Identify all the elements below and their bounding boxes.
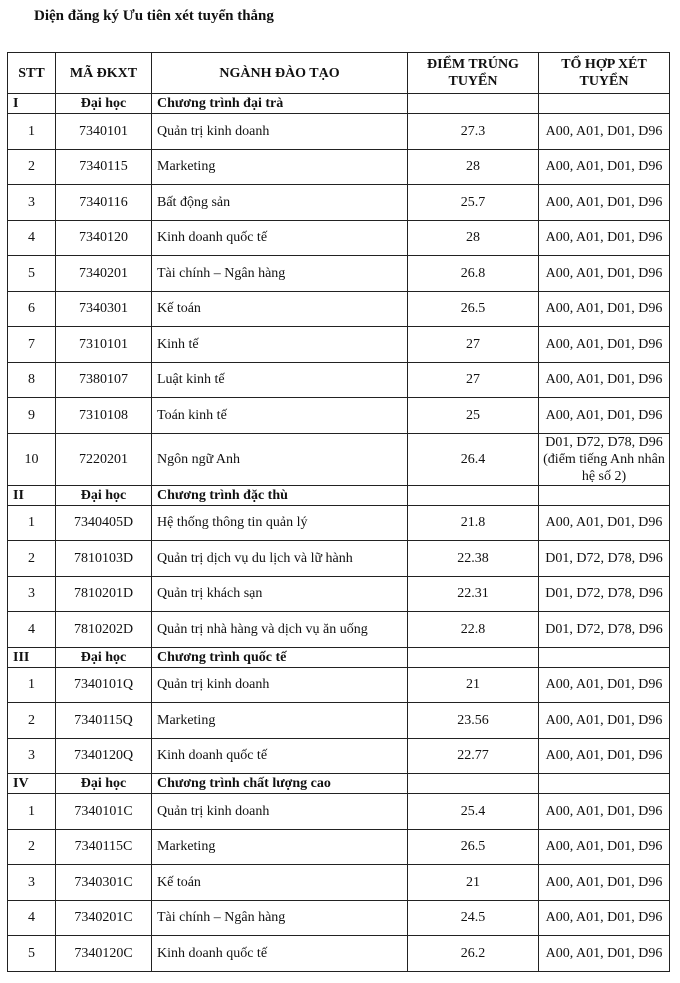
table-row: [8, 936, 670, 972]
row-combo: A00, A01, D01, D96: [539, 327, 670, 363]
row-score: 25.4: [408, 794, 539, 830]
row-code: 7340405D: [56, 505, 152, 541]
row-stt: 6: [8, 291, 56, 327]
table-row: [8, 398, 670, 434]
header-row: [8, 53, 670, 94]
section-empty-combo: [539, 485, 670, 505]
table-row: [8, 576, 670, 612]
row-combo: A00, A01, D01, D96: [539, 291, 670, 327]
row-major: Marketing: [152, 829, 408, 865]
row-code: 7340115C: [56, 829, 152, 865]
header-stt: STT: [8, 53, 56, 94]
row-stt: 2: [8, 703, 56, 739]
row-score: 27: [408, 327, 539, 363]
row-score: 26.2: [408, 936, 539, 972]
row-stt: 10: [8, 433, 56, 485]
row-major: Kinh doanh quốc tế: [152, 936, 408, 972]
table-row: [8, 738, 670, 774]
row-score: 24.5: [408, 900, 539, 936]
header-code: MÃ ĐKXT: [56, 53, 152, 94]
section-empty-score: [408, 774, 539, 794]
header-major: NGÀNH ĐÀO TẠO: [152, 53, 408, 94]
page-title: Diện đăng ký Ưu tiên xét tuyển thẳng: [34, 8, 274, 24]
row-combo: A00, A01, D01, D96: [539, 667, 670, 703]
section-row: [8, 485, 670, 505]
row-stt: 3: [8, 576, 56, 612]
row-major: Tài chính – Ngân hàng: [152, 256, 408, 292]
row-score: 21: [408, 865, 539, 901]
row-score: 28: [408, 149, 539, 185]
table-row: [8, 667, 670, 703]
section-row: [8, 774, 670, 794]
row-combo: A00, A01, D01, D96: [539, 900, 670, 936]
row-major: Kinh doanh quốc tế: [152, 220, 408, 256]
row-stt: 1: [8, 794, 56, 830]
table-row: [8, 327, 670, 363]
row-combo: A00, A01, D01, D96: [539, 505, 670, 541]
row-combo: A00, A01, D01, D96: [539, 149, 670, 185]
row-score: 22.77: [408, 738, 539, 774]
row-major: Quản trị khách sạn: [152, 576, 408, 612]
row-major: Kế toán: [152, 291, 408, 327]
section-level: Đại học: [56, 647, 152, 667]
section-empty-combo: [539, 774, 670, 794]
row-stt: 3: [8, 738, 56, 774]
section-empty-score: [408, 94, 539, 114]
row-code: 7810202D: [56, 612, 152, 648]
header-score: ĐIỂM TRÚNG TUYỂN: [408, 53, 539, 94]
section-row: [8, 647, 670, 667]
row-major: Quản trị kinh doanh: [152, 114, 408, 150]
table-body: [8, 94, 670, 972]
row-combo: A00, A01, D01, D96: [539, 398, 670, 434]
table-row: [8, 612, 670, 648]
row-code: 7310108: [56, 398, 152, 434]
section-level: Đại học: [56, 485, 152, 505]
row-code: 7220201: [56, 433, 152, 485]
table-row: [8, 362, 670, 398]
row-combo: D01, D72, D78, D96: [539, 612, 670, 648]
row-code: 7340101Q: [56, 667, 152, 703]
row-combo: A00, A01, D01, D96: [539, 829, 670, 865]
row-code: 7340201C: [56, 900, 152, 936]
table-row: [8, 291, 670, 327]
row-code: 7340101: [56, 114, 152, 150]
row-code: 7810201D: [56, 576, 152, 612]
row-major: Bất động sản: [152, 185, 408, 221]
row-code: 7340120Q: [56, 738, 152, 774]
section-number: IV: [8, 774, 56, 794]
header-combo: TỔ HỢP XÉT TUYỂN: [539, 53, 670, 94]
row-score: 23.56: [408, 703, 539, 739]
row-code: 7340120C: [56, 936, 152, 972]
table-row: [8, 114, 670, 150]
row-combo: A00, A01, D01, D96: [539, 936, 670, 972]
row-major: Tài chính – Ngân hàng: [152, 900, 408, 936]
row-major: Kinh tế: [152, 327, 408, 363]
row-major: Toán kinh tế: [152, 398, 408, 434]
row-combo: A00, A01, D01, D96: [539, 220, 670, 256]
table-row: [8, 900, 670, 936]
row-code: 7340301C: [56, 865, 152, 901]
section-empty-combo: [539, 94, 670, 114]
section-program: Chương trình chất lượng cao: [152, 774, 408, 794]
table-row: [8, 794, 670, 830]
section-empty-score: [408, 647, 539, 667]
row-stt: 4: [8, 900, 56, 936]
section-row: [8, 94, 670, 114]
row-stt: 8: [8, 362, 56, 398]
row-major: Kinh doanh quốc tế: [152, 738, 408, 774]
row-stt: 2: [8, 829, 56, 865]
row-score: 22.38: [408, 541, 539, 577]
section-number: II: [8, 485, 56, 505]
row-score: 21.8: [408, 505, 539, 541]
table-row: [8, 433, 670, 485]
row-code: 7340116: [56, 185, 152, 221]
section-number: III: [8, 647, 56, 667]
row-combo: A00, A01, D01, D96: [539, 865, 670, 901]
row-score: 27: [408, 362, 539, 398]
row-major: Quản trị nhà hàng và dịch vụ ăn uống: [152, 612, 408, 648]
table-row: [8, 256, 670, 292]
section-level: Đại học: [56, 94, 152, 114]
row-combo: A00, A01, D01, D96: [539, 362, 670, 398]
row-major: Hệ thống thông tin quản lý: [152, 505, 408, 541]
row-major: Marketing: [152, 149, 408, 185]
row-combo: A00, A01, D01, D96: [539, 738, 670, 774]
row-stt: 2: [8, 541, 56, 577]
row-code: 7340120: [56, 220, 152, 256]
row-code: 7340115: [56, 149, 152, 185]
admission-table: [7, 52, 670, 972]
row-score: 27.3: [408, 114, 539, 150]
row-combo: D01, D72, D78, D96: [539, 541, 670, 577]
row-score: 26.8: [408, 256, 539, 292]
row-score: 26.5: [408, 291, 539, 327]
row-code: 7810103D: [56, 541, 152, 577]
table-row: [8, 703, 670, 739]
table-row: [8, 505, 670, 541]
row-major: Ngôn ngữ Anh: [152, 433, 408, 485]
table-row: [8, 220, 670, 256]
row-combo: A00, A01, D01, D96: [539, 703, 670, 739]
row-stt: 4: [8, 612, 56, 648]
section-empty-combo: [539, 647, 670, 667]
section-program: Chương trình quốc tế: [152, 647, 408, 667]
row-stt: 1: [8, 114, 56, 150]
row-score: 22.8: [408, 612, 539, 648]
table-row: [8, 149, 670, 185]
row-score: 22.31: [408, 576, 539, 612]
table-row: [8, 541, 670, 577]
row-combo: D01, D72, D78, D96 (điểm tiếng Anh nhân hệ số 2): [539, 433, 670, 485]
row-major: Quản trị kinh doanh: [152, 794, 408, 830]
row-stt: 1: [8, 505, 56, 541]
row-stt: 1: [8, 667, 56, 703]
row-score: 26.4: [408, 433, 539, 485]
row-combo: A00, A01, D01, D96: [539, 256, 670, 292]
row-combo: A00, A01, D01, D96: [539, 794, 670, 830]
row-code: 7340115Q: [56, 703, 152, 739]
row-stt: 3: [8, 185, 56, 221]
row-stt: 5: [8, 256, 56, 292]
row-score: 25: [408, 398, 539, 434]
row-major: Luật kinh tế: [152, 362, 408, 398]
row-score: 28: [408, 220, 539, 256]
row-stt: 7: [8, 327, 56, 363]
section-number: I: [8, 94, 56, 114]
row-code: 7340101C: [56, 794, 152, 830]
table-row: [8, 865, 670, 901]
section-program: Chương trình đại trà: [152, 94, 408, 114]
row-code: 7310101: [56, 327, 152, 363]
row-code: 7340201: [56, 256, 152, 292]
row-major: Quản trị kinh doanh: [152, 667, 408, 703]
section-empty-score: [408, 485, 539, 505]
row-score: 25.7: [408, 185, 539, 221]
row-score: 26.5: [408, 829, 539, 865]
row-code: 7340301: [56, 291, 152, 327]
row-stt: 5: [8, 936, 56, 972]
section-program: Chương trình đặc thù: [152, 485, 408, 505]
row-stt: 3: [8, 865, 56, 901]
row-stt: 4: [8, 220, 56, 256]
row-stt: 9: [8, 398, 56, 434]
row-combo: A00, A01, D01, D96: [539, 114, 670, 150]
row-major: Kế toán: [152, 865, 408, 901]
row-code: 7380107: [56, 362, 152, 398]
table-row: [8, 185, 670, 221]
row-combo: D01, D72, D78, D96: [539, 576, 670, 612]
table-row: [8, 829, 670, 865]
row-stt: 2: [8, 149, 56, 185]
row-combo: A00, A01, D01, D96: [539, 185, 670, 221]
section-level: Đại học: [56, 774, 152, 794]
row-score: 21: [408, 667, 539, 703]
row-major: Marketing: [152, 703, 408, 739]
row-major: Quản trị dịch vụ du lịch và lữ hành: [152, 541, 408, 577]
